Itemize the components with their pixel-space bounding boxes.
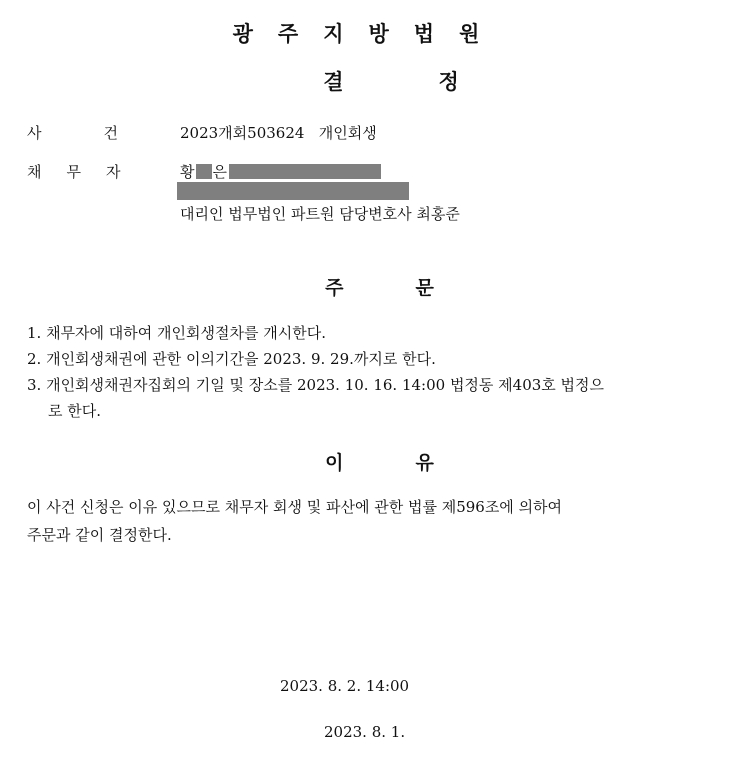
debtor-agent: 대리인 법무법인 파트원 담당변호사 최홍준 [180,205,460,223]
court-name: 광주지방법원 [232,21,505,46]
document-type-title: 결정 [323,69,554,94]
order-item-3: 3. 개인회생채권자집회의 기일 및 장소를 2023. 10. 16. 14:00 법정동 제403호 법정으 [27,376,605,394]
order-item-2: 2. 개인회생채권에 관한 이의기간을 2023. 9. 29.까지로 한다. [27,350,436,368]
debtor-name-suffix: 은 [212,163,227,181]
decision-datetime: 2023. 8. 2. 14:00 [280,677,410,695]
reason-heading: 이유 [325,452,506,474]
reason-text-line-1: 이 사건 신청은 이유 있으므로 채무자 회생 및 파산에 관한 법률 제596조에 의하여 [27,498,563,516]
redaction-block [196,164,212,179]
case-label: 사건 [27,124,180,142]
debtor-name-prefix: 황 [180,163,195,181]
reason-text-line-2: 주문과 같이 결정한다. [27,526,172,544]
redaction-block [229,164,381,179]
order-item-1: 1. 채무자에 대하여 개인회생절차를 개시한다. [27,324,326,342]
redacted-address [177,182,409,200]
debtor-label: 채무자 [27,163,146,181]
order-item-3-continued: 로 한다. [48,402,102,420]
order-heading: 주문 [325,277,506,299]
document-date: 2023. 8. 1. [324,723,406,741]
case-number: 2023개회503624 개인회생 [180,124,377,142]
debtor-name [180,161,381,182]
